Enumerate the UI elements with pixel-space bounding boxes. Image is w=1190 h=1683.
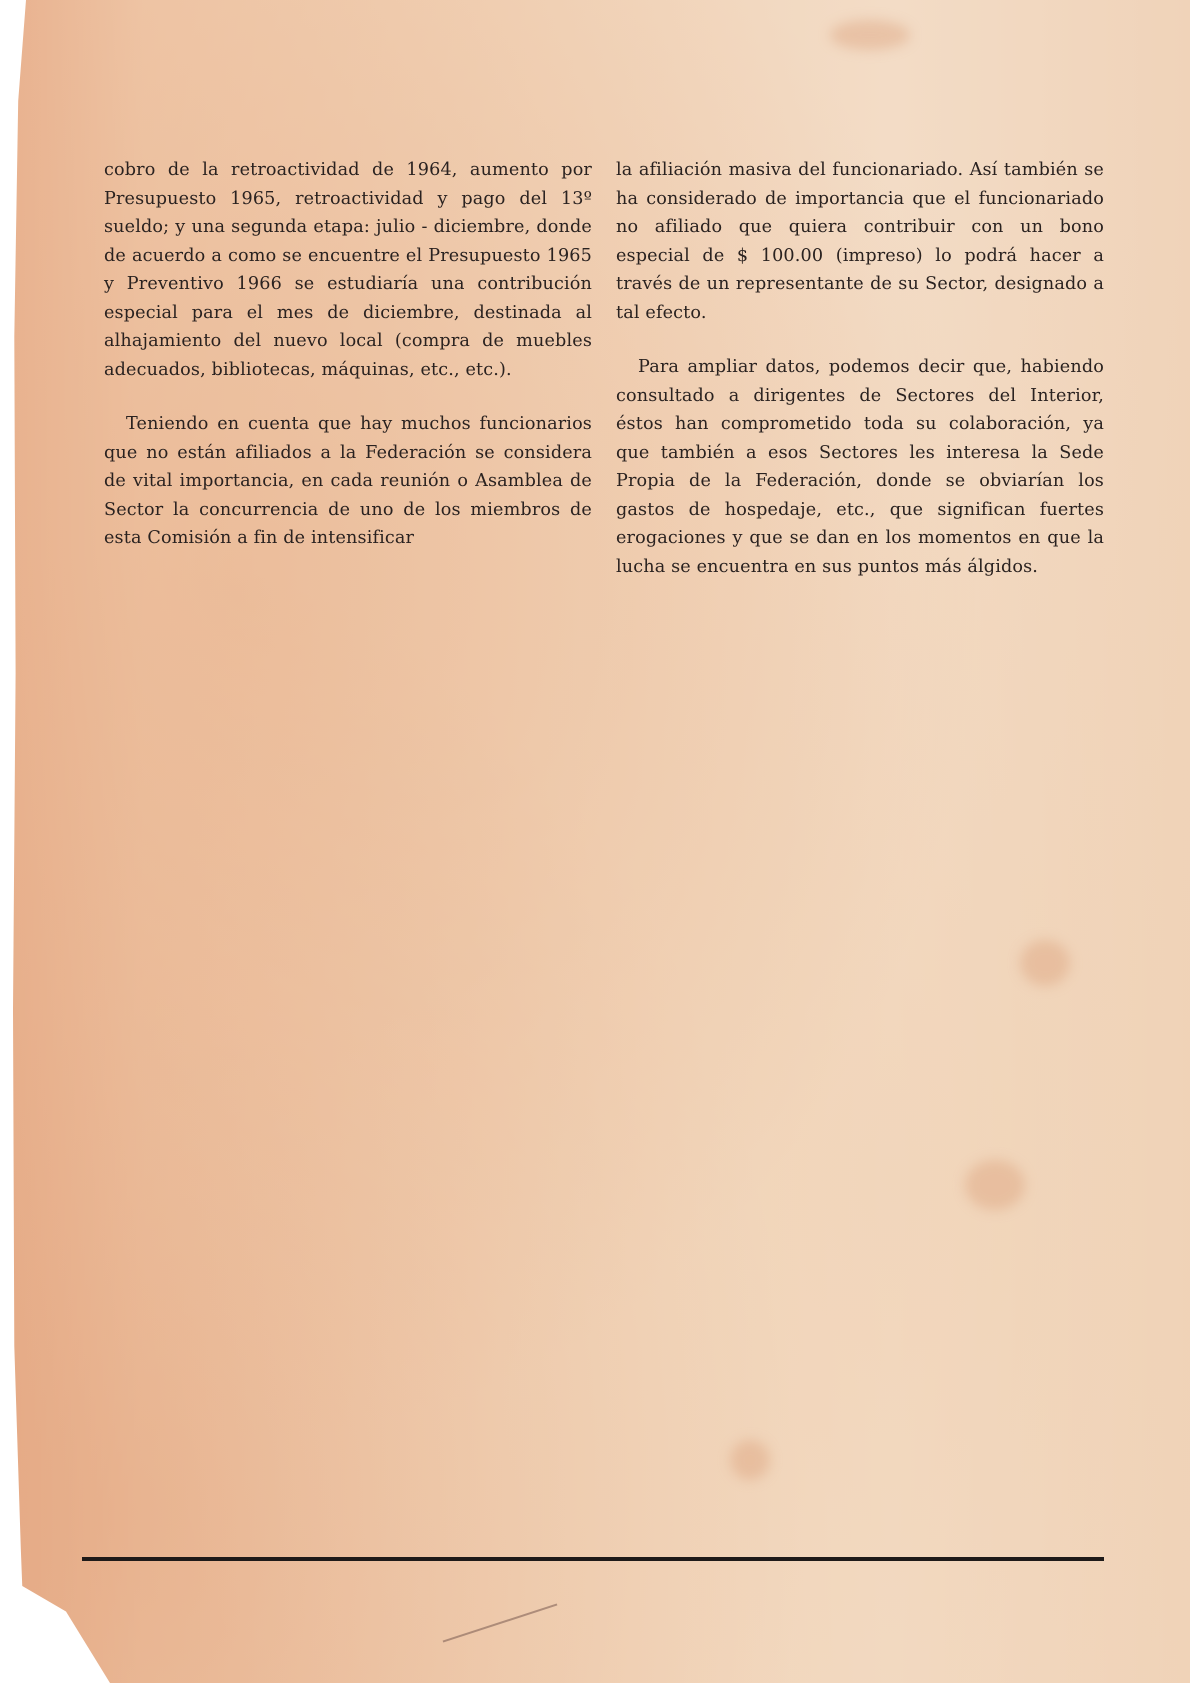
paragraph: Teniendo en cuenta que hay muchos funcionarios que no están afiliados a la Federación se considera de vital importancia, en cada reunión o Asamblea de Sector la concurrencia de uno de los miembros de esta Comisión a fin de intensificar [104,414,592,548]
paragraph: cobro de la retroactividad de 1964, aumento por Presupuesto 1965, retroactividad y pago del 13º sueldo; y una segunda etapa: julio - diciembre, donde de acuerdo a como se encuentre el Presupuesto 1965 y Preventivo 1966 se estudiaría una contribución especial para el mes de diciembre, destinada al alhajamiento del nuevo local (compra de muebles adecuados, bibliotecas, máquinas, etc., etc.). [104,160,592,380]
left-column [104,156,592,607]
paragraph: la afiliación masiva del funcionariado. Así también se ha considerado de importancia que el funcionariado no afiliado que quiera contribuir con un bono especial de $ 100.00 (impreso) lo podrá hacer a través de un representante de su Sector, designado a tal efecto. [616,160,1104,323]
paper-stain [965,1160,1025,1210]
paper-stain [830,20,910,50]
right-column [616,156,1104,607]
horizontal-rule [82,1557,1104,1561]
paragraph: Para ampliar datos, podemos decir que, habiendo consultado a dirigentes de Sectores del Interior, éstos han comprometido toda su colaboración, ya que también a esos Sectores les interesa la Sede Propia de la Federación, donde se obviarían los gastos de hospedaje, etc., que significan fuertes erogaciones y que se dan en los momentos en que la lucha se encuentra en sus puntos más álgidos. [616,357,1104,577]
paper-scratch [443,1604,558,1643]
paper-stain [1020,940,1070,986]
page-torn-corner [0,1573,110,1683]
text-columns [104,156,1104,607]
page-torn-edge [0,0,26,1683]
paper-stain [730,1440,770,1480]
